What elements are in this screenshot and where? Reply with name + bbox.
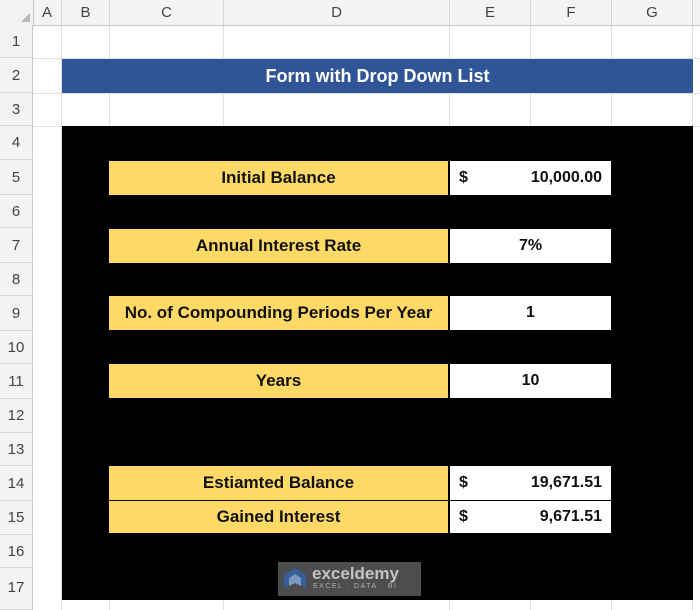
row-header-11[interactable]: 11 bbox=[0, 364, 33, 399]
row-header-3[interactable]: 3 bbox=[0, 93, 33, 126]
select-all-button[interactable] bbox=[0, 0, 34, 25]
row-header-16[interactable]: 16 bbox=[0, 535, 33, 568]
exceldemy-logo-icon bbox=[282, 566, 308, 592]
row-header-10[interactable]: 10 bbox=[0, 331, 33, 364]
annual-interest-rate-label[interactable]: Annual Interest Rate bbox=[109, 229, 448, 263]
years-cell[interactable]: 10 bbox=[450, 364, 611, 398]
row-header-4[interactable]: 4 bbox=[0, 126, 33, 160]
row-header-14[interactable]: 14 bbox=[0, 466, 33, 501]
column-header-b[interactable]: B bbox=[62, 0, 110, 25]
row-header-13[interactable]: 13 bbox=[0, 433, 33, 466]
watermark-name: exceldemy bbox=[312, 564, 399, 583]
row-header-8[interactable]: 8 bbox=[0, 263, 33, 296]
watermark-tagline: EXCEL · DATA · BI bbox=[313, 583, 398, 590]
initial-balance-cell[interactable] bbox=[450, 161, 611, 195]
row-header-17[interactable]: 17 bbox=[0, 568, 33, 610]
row-header-7[interactable]: 7 bbox=[0, 228, 33, 263]
currency-symbol: $ bbox=[459, 474, 468, 491]
column-header-f[interactable]: F bbox=[531, 0, 612, 25]
estimated-balance-cell[interactable] bbox=[450, 466, 611, 500]
column-header-e[interactable]: E bbox=[450, 0, 531, 25]
row-header-9[interactable]: 9 bbox=[0, 296, 33, 331]
row-header-2[interactable]: 2 bbox=[0, 58, 33, 93]
column-header-g[interactable]: G bbox=[612, 0, 693, 25]
row-header-5[interactable]: 5 bbox=[0, 160, 33, 195]
form-title[interactable]: Form with Drop Down List bbox=[62, 59, 693, 93]
currency-symbol: $ bbox=[459, 508, 468, 525]
years-label[interactable]: Years bbox=[109, 364, 448, 398]
column-header-a[interactable]: A bbox=[33, 0, 62, 25]
row-header-6[interactable]: 6 bbox=[0, 195, 33, 228]
row-header-1[interactable]: 1 bbox=[0, 25, 33, 58]
row-header-15[interactable]: 15 bbox=[0, 501, 33, 535]
gained-interest-value: 9,671.51 bbox=[539, 508, 602, 525]
row-header-12[interactable]: 12 bbox=[0, 399, 33, 433]
gained-interest-cell[interactable] bbox=[450, 501, 611, 533]
currency-symbol: $ bbox=[459, 169, 468, 186]
estimated-balance-value: 19,671.51 bbox=[530, 474, 602, 491]
column-header-c[interactable]: C bbox=[110, 0, 224, 25]
compounding-periods-label[interactable]: No. of Compounding Periods Per Year bbox=[109, 296, 448, 330]
annual-interest-rate-cell[interactable]: 7% bbox=[450, 229, 611, 263]
estimated-balance-label[interactable]: Estiamted Balance bbox=[109, 466, 448, 500]
gained-interest-label[interactable]: Gained Interest bbox=[109, 501, 448, 533]
compounding-periods-cell[interactable]: 1 bbox=[450, 296, 611, 330]
gridline bbox=[33, 93, 700, 94]
initial-balance-value: 10,000.00 bbox=[530, 169, 602, 186]
initial-balance-label[interactable]: Initial Balance bbox=[109, 161, 448, 195]
exceldemy-watermark bbox=[278, 562, 421, 596]
column-header-d[interactable]: D bbox=[224, 0, 450, 25]
